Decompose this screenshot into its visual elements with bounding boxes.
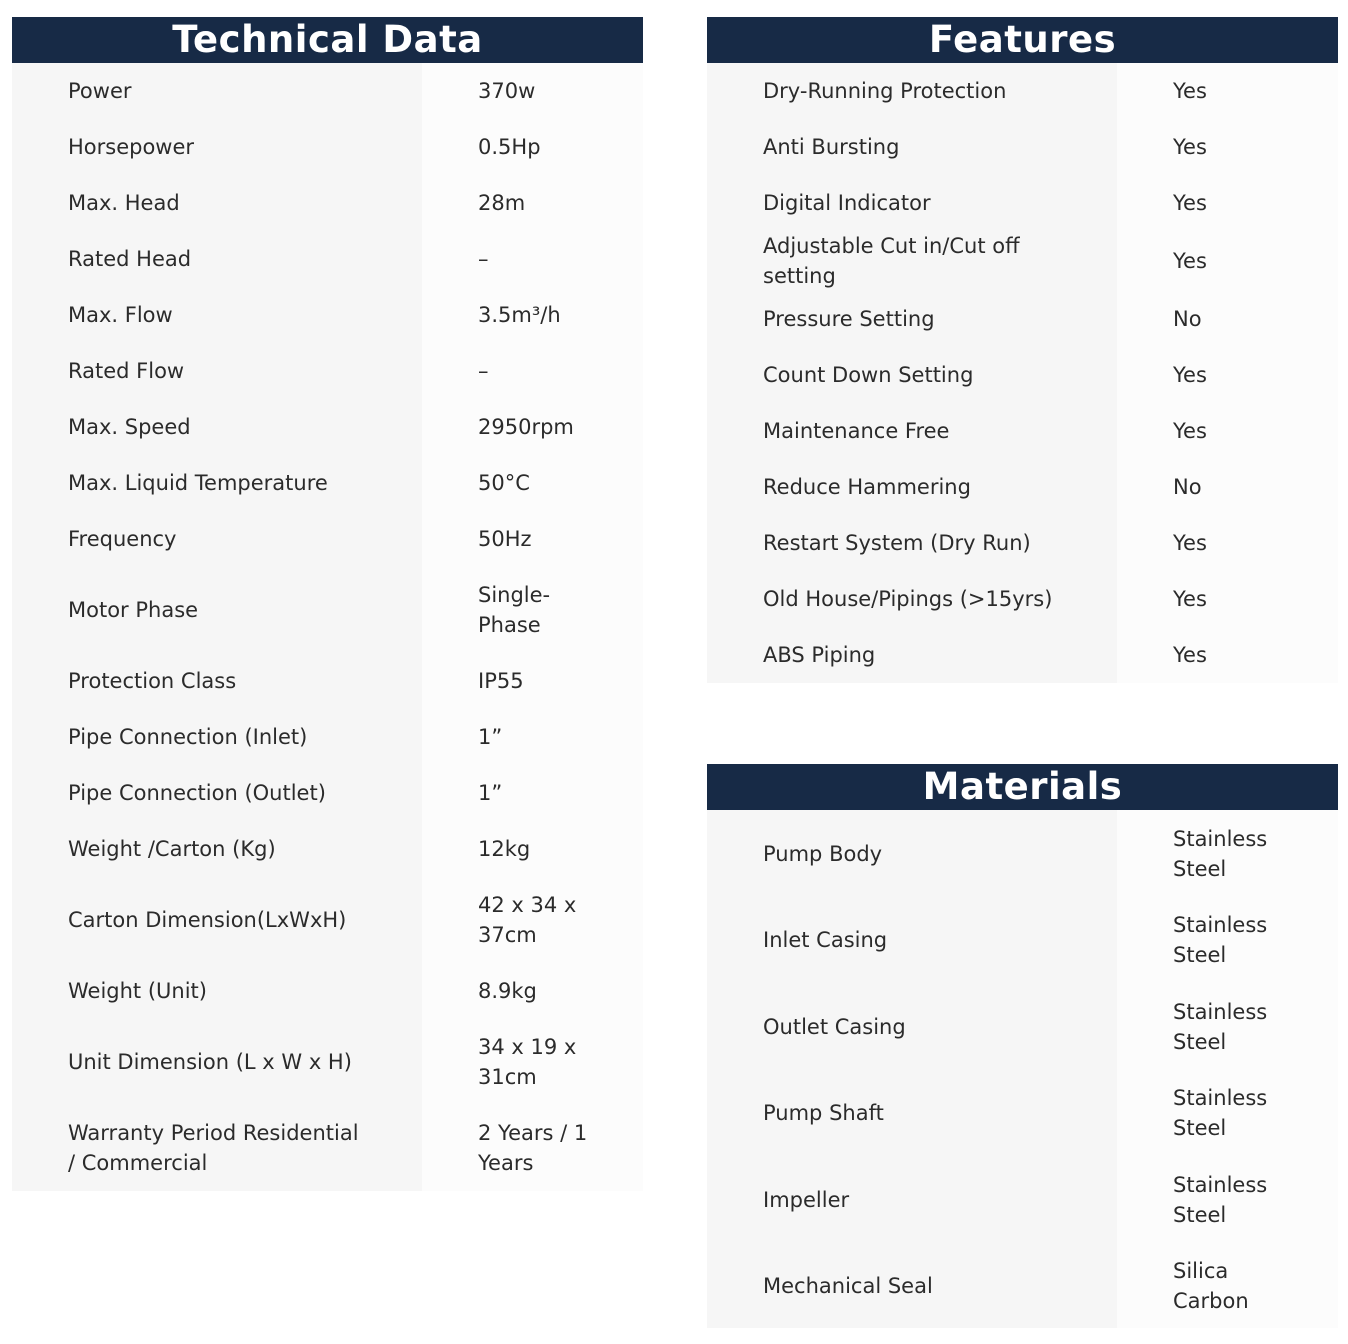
table-row [12, 119, 643, 175]
material-label: Mechanical Seal [707, 1243, 1117, 1328]
material-value: Silica Carbon [1117, 1243, 1338, 1328]
feature-value: No [1117, 459, 1338, 515]
table-row [12, 63, 643, 119]
spec-label: Power [12, 63, 422, 119]
feature-label: Pressure Setting [707, 291, 1117, 347]
spec-value: 28m [422, 175, 643, 231]
feature-label: Count Down Setting [707, 347, 1117, 403]
feature-value: Yes [1117, 175, 1338, 231]
table-row [12, 231, 643, 287]
table-row [12, 1019, 643, 1105]
spec-label: Rated Head [12, 231, 422, 287]
spec-label: Rated Flow [12, 343, 422, 399]
table-row [12, 765, 643, 821]
table-row [707, 1070, 1338, 1156]
table-row [12, 175, 643, 231]
feature-value: Yes [1117, 515, 1338, 571]
material-value: Stainless Steel [1117, 1156, 1338, 1243]
material-label: Pump Shaft [707, 1070, 1117, 1156]
spec-label: Pipe Connection (Outlet) [12, 765, 422, 821]
feature-value: Yes [1117, 403, 1338, 459]
feature-label: Adjustable Cut in/Cut off setting [707, 231, 1117, 291]
spec-label: Weight /Carton (Kg) [12, 821, 422, 877]
feature-value: Yes [1117, 347, 1338, 403]
feature-value: Yes [1117, 571, 1338, 627]
spec-value: 34 x 19 x 31cm [422, 1019, 643, 1105]
table-row [707, 459, 1338, 515]
table-row [707, 897, 1338, 983]
spec-label: Unit Dimension (L x W x H) [12, 1019, 422, 1105]
material-value: Stainless Steel [1117, 810, 1338, 897]
spec-value: Single-Phase [422, 567, 643, 653]
spec-value: 50°C [422, 455, 643, 511]
spec-value: 50Hz [422, 511, 643, 567]
materials-table [707, 810, 1338, 1328]
materials-title: Materials [707, 764, 1338, 810]
materials-panel [707, 764, 1338, 1328]
spec-value: 1” [422, 765, 643, 821]
table-row [707, 1243, 1338, 1328]
material-label: Outlet Casing [707, 983, 1117, 1070]
feature-value: Yes [1117, 63, 1338, 119]
spec-value: IP55 [422, 653, 643, 709]
spec-value: 1” [422, 709, 643, 765]
features-panel [707, 17, 1338, 683]
table-row [707, 571, 1338, 627]
spec-value: 0.5Hp [422, 119, 643, 175]
table-row [12, 511, 643, 567]
spec-value: 2950rpm [422, 399, 643, 455]
spec-value: 12kg [422, 821, 643, 877]
feature-label: Restart System (Dry Run) [707, 515, 1117, 571]
table-row [12, 287, 643, 343]
table-row [707, 347, 1338, 403]
spec-value: 8.9kg [422, 963, 643, 1019]
feature-label: Digital Indicator [707, 175, 1117, 231]
spec-label: Warranty Period Residential / Commercial [12, 1105, 422, 1191]
feature-label: Maintenance Free [707, 403, 1117, 459]
table-row [707, 403, 1338, 459]
table-row [12, 653, 643, 709]
feature-label: Old House/Pipings (>15yrs) [707, 571, 1117, 627]
features-table [707, 63, 1338, 683]
spec-value: 370w [422, 63, 643, 119]
table-row [707, 231, 1338, 291]
feature-label: Anti Bursting [707, 119, 1117, 175]
material-label: Inlet Casing [707, 897, 1117, 983]
table-row [12, 1105, 643, 1191]
feature-value: Yes [1117, 119, 1338, 175]
features-title: Features [707, 17, 1338, 63]
table-row [12, 567, 643, 653]
spec-value: – [422, 343, 643, 399]
table-row [12, 455, 643, 511]
feature-label: Reduce Hammering [707, 459, 1117, 515]
spec-label: Carton Dimension(LxWxH) [12, 877, 422, 963]
feature-label: ABS Piping [707, 627, 1117, 683]
spec-label: Max. Liquid Temperature [12, 455, 422, 511]
table-row [707, 627, 1338, 683]
table-row [12, 709, 643, 765]
table-row [707, 175, 1338, 231]
table-row [12, 343, 643, 399]
feature-value: Yes [1117, 627, 1338, 683]
spec-value: 2 Years / 1 Years [422, 1105, 643, 1191]
spec-label: Max. Speed [12, 399, 422, 455]
table-row [707, 515, 1338, 571]
technical-data-panel [12, 17, 643, 1191]
spec-label: Protection Class [12, 653, 422, 709]
table-row [12, 821, 643, 877]
table-row [12, 877, 643, 963]
table-row [12, 963, 643, 1019]
spec-label: Pipe Connection (Inlet) [12, 709, 422, 765]
table-row [707, 810, 1338, 897]
spec-label: Max. Head [12, 175, 422, 231]
technical-data-title: Technical Data [12, 17, 643, 63]
material-value: Stainless Steel [1117, 897, 1338, 983]
spec-value: 42 x 34 x 37cm [422, 877, 643, 963]
spec-label: Weight (Unit) [12, 963, 422, 1019]
material-label: Pump Body [707, 810, 1117, 897]
material-label: Impeller [707, 1156, 1117, 1243]
feature-value: No [1117, 291, 1338, 347]
table-row [12, 399, 643, 455]
feature-value: Yes [1117, 231, 1338, 291]
material-value: Stainless Steel [1117, 1070, 1338, 1156]
table-row [707, 291, 1338, 347]
table-row [707, 63, 1338, 119]
spec-label: Frequency [12, 511, 422, 567]
spec-value: – [422, 231, 643, 287]
technical-data-table [12, 63, 643, 1191]
spec-label: Max. Flow [12, 287, 422, 343]
material-value: Stainless Steel [1117, 983, 1338, 1070]
spec-label: Horsepower [12, 119, 422, 175]
feature-label: Dry-Running Protection [707, 63, 1117, 119]
spec-value: 3.5m³/h [422, 287, 643, 343]
table-row [707, 119, 1338, 175]
table-row [707, 1156, 1338, 1243]
table-row [707, 983, 1338, 1070]
spec-label: Motor Phase [12, 567, 422, 653]
